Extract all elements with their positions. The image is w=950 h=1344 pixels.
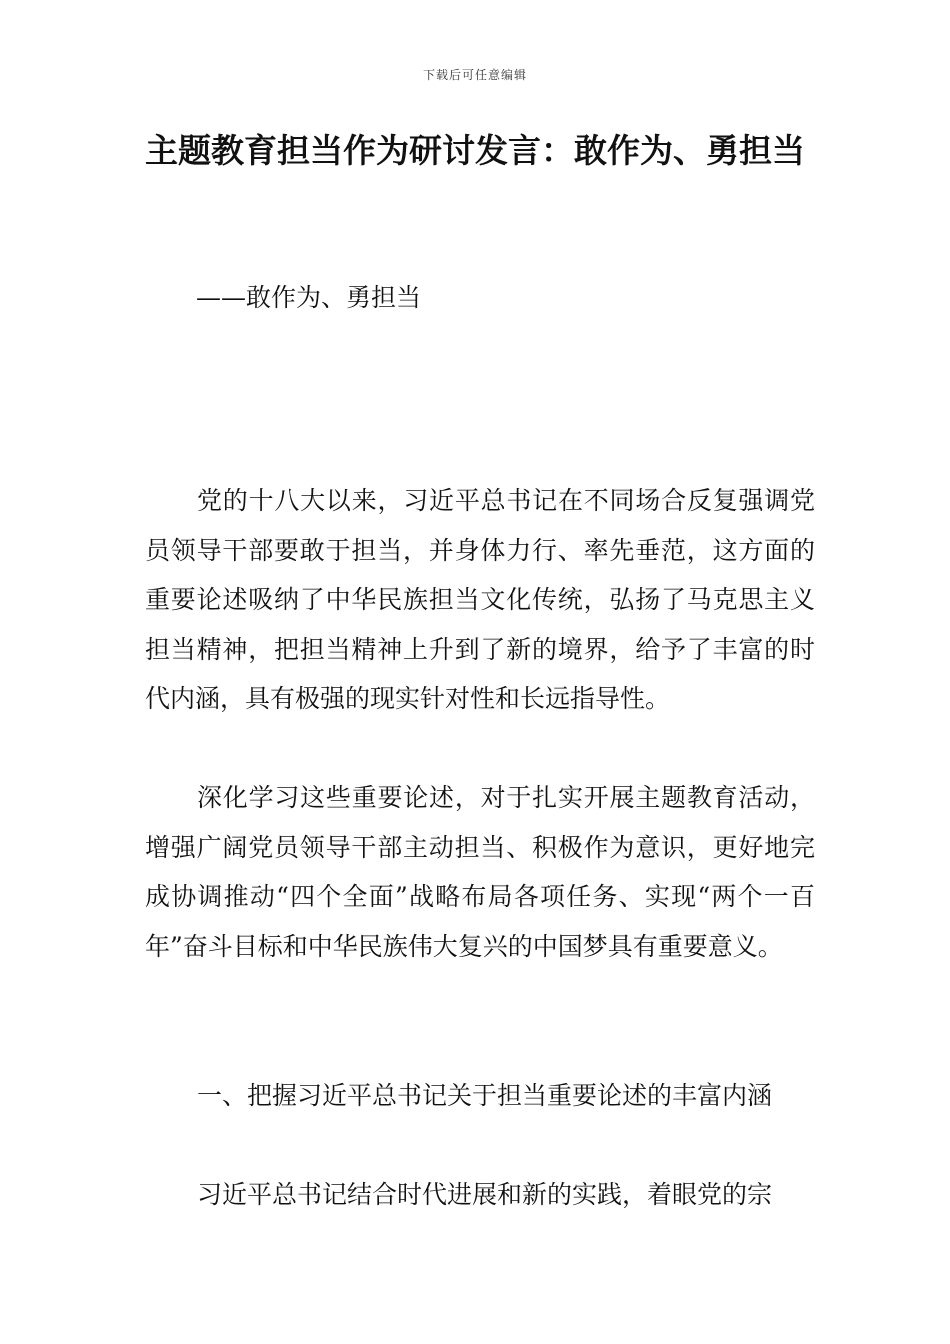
header-note: 下载后可任意编辑 [422, 68, 527, 82]
paragraph-2: 深化学习这些重要论述，对于扎实开展主题教育活动，增强广阔党员领导干部主动担当、积极作为意识，更好地完成协调推动“四个全面”战略布局各项任务、实现“两个一百年”奋斗目标和中华民族伟大复兴的中国梦具有重要意义。 [145, 783, 815, 961]
document-title: 主题教育担当作为研讨发言：敢作为、勇担当 [145, 131, 805, 170]
paragraph-3: 习近平总书记结合时代进展和新的实践，着眼党的宗 [197, 1180, 773, 1209]
paragraph-1: 党的十八大以来，习近平总书记在不同场合反复强调党员领导干部要敢于担当，并身体力行、率先垂范，这方面的重要论述吸纳了中华民族担当文化传统，弘扬了马克思主义担当精神，把担当精神上升到了新的境界，给予了丰富的时代内涵，具有极强的现实针对性和长远指导性。 [145, 486, 815, 713]
section-heading-1: 一、把握习近平总书记关于担当重要论述的丰富内涵 [197, 1081, 773, 1110]
document-subtitle: ——敢作为、勇担当 [196, 283, 422, 312]
